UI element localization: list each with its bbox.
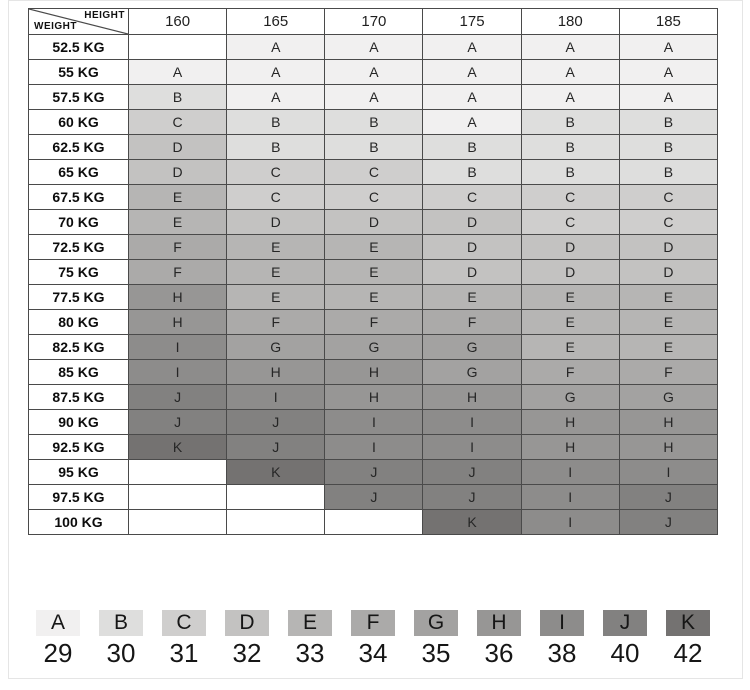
table-row — [29, 510, 718, 535]
size-cell: E — [129, 210, 227, 235]
table-row — [29, 435, 718, 460]
table-row — [29, 360, 718, 385]
size-cell: J — [325, 485, 423, 510]
weight-label: 97.5 KG — [29, 485, 129, 510]
weight-label: 52.5 KG — [29, 35, 129, 60]
size-cell: E — [227, 235, 325, 260]
size-cell: A — [521, 35, 619, 60]
size-cell: D — [423, 210, 521, 235]
legend-size-value: 34 — [358, 638, 388, 668]
size-cell: I — [423, 410, 521, 435]
legend-letter-swatch: I — [540, 610, 584, 636]
legend-size-value: 38 — [547, 638, 577, 668]
legend-item — [540, 610, 584, 667]
size-cell: J — [423, 460, 521, 485]
legend-letter-swatch: H — [477, 610, 521, 636]
table-row — [29, 135, 718, 160]
size-cell: F — [227, 310, 325, 335]
empty-cell — [227, 485, 325, 510]
size-cell: B — [521, 160, 619, 185]
table-row — [29, 85, 718, 110]
size-cell: B — [325, 135, 423, 160]
size-cell: B — [227, 135, 325, 160]
legend-size-value: 35 — [421, 638, 451, 668]
legend-letter-swatch: D — [225, 610, 269, 636]
size-cell: B — [521, 110, 619, 135]
table-body — [29, 35, 718, 535]
legend-size-value: 30 — [106, 638, 136, 668]
legend-item — [225, 610, 269, 667]
empty-cell — [325, 510, 423, 535]
table-row — [29, 385, 718, 410]
size-cell: C — [423, 185, 521, 210]
size-cell: E — [521, 285, 619, 310]
size-cell: A — [619, 35, 717, 60]
size-cell: A — [619, 60, 717, 85]
size-cell: A — [423, 110, 521, 135]
size-cell: A — [423, 85, 521, 110]
size-cell: G — [227, 335, 325, 360]
size-cell: H — [325, 360, 423, 385]
size-cell: B — [423, 160, 521, 185]
size-cell: E — [521, 310, 619, 335]
size-cell: J — [227, 410, 325, 435]
size-cell: I — [423, 435, 521, 460]
size-cell: D — [227, 210, 325, 235]
size-cell: B — [619, 110, 717, 135]
table-row — [29, 310, 718, 335]
size-cell: D — [619, 235, 717, 260]
legend-size-value: 36 — [484, 638, 514, 668]
size-cell: K — [423, 510, 521, 535]
table-row — [29, 210, 718, 235]
size-cell: J — [423, 485, 521, 510]
size-cell: G — [521, 385, 619, 410]
size-cell: F — [423, 310, 521, 335]
size-cell: D — [521, 235, 619, 260]
weight-label: 90 KG — [29, 410, 129, 435]
size-cell: B — [619, 135, 717, 160]
size-cell: F — [619, 360, 717, 385]
size-cell: C — [619, 185, 717, 210]
size-cell: E — [423, 285, 521, 310]
size-cell: K — [227, 460, 325, 485]
height-header: 185 — [619, 9, 717, 35]
legend-item — [603, 610, 647, 667]
weight-label: 70 KG — [29, 210, 129, 235]
weight-label: 65 KG — [29, 160, 129, 185]
weight-label: 82.5 KG — [29, 335, 129, 360]
size-cell: E — [619, 310, 717, 335]
size-cell: H — [129, 310, 227, 335]
size-cell: F — [521, 360, 619, 385]
legend-item — [666, 610, 710, 667]
weight-label: 72.5 KG — [29, 235, 129, 260]
size-cell: B — [129, 85, 227, 110]
legend-item — [477, 610, 521, 667]
size-cell: C — [227, 185, 325, 210]
size-cell: I — [325, 435, 423, 460]
weight-label: 57.5 KG — [29, 85, 129, 110]
legend-letter-swatch: B — [99, 610, 143, 636]
size-cell: E — [325, 285, 423, 310]
weight-label: 92.5 KG — [29, 435, 129, 460]
size-cell: A — [325, 35, 423, 60]
size-cell: J — [619, 510, 717, 535]
size-cell: A — [521, 85, 619, 110]
legend-letter-swatch: F — [351, 610, 395, 636]
size-cell: B — [423, 135, 521, 160]
size-cell: C — [129, 110, 227, 135]
height-axis-label: HEIGHT — [84, 10, 125, 21]
size-cell: H — [619, 410, 717, 435]
height-header: 180 — [521, 9, 619, 35]
legend-item — [99, 610, 143, 667]
size-chart-table — [28, 8, 718, 535]
legend-letter-swatch: A — [36, 610, 80, 636]
size-cell: A — [227, 35, 325, 60]
table-row — [29, 185, 718, 210]
size-cell: H — [423, 385, 521, 410]
size-cell: I — [129, 360, 227, 385]
table-row — [29, 110, 718, 135]
corner-header-cell — [29, 9, 129, 35]
weight-label: 85 KG — [29, 360, 129, 385]
size-cell: A — [423, 35, 521, 60]
legend-item — [36, 610, 80, 667]
size-cell: A — [619, 85, 717, 110]
legend-item — [288, 610, 332, 667]
table-row — [29, 160, 718, 185]
height-header: 165 — [227, 9, 325, 35]
legend-size-value: 31 — [169, 638, 199, 668]
weight-label: 77.5 KG — [29, 285, 129, 310]
weight-label: 80 KG — [29, 310, 129, 335]
size-cell: H — [129, 285, 227, 310]
size-cell: D — [423, 260, 521, 285]
size-cell: G — [423, 335, 521, 360]
size-cell: D — [423, 235, 521, 260]
size-cell: F — [129, 260, 227, 285]
empty-cell — [129, 485, 227, 510]
legend-letter-swatch: E — [288, 610, 332, 636]
size-cell: K — [129, 435, 227, 460]
size-cell: B — [619, 160, 717, 185]
legend-size-value: 32 — [232, 638, 262, 668]
size-cell: A — [129, 60, 227, 85]
size-cell: A — [423, 60, 521, 85]
empty-cell — [129, 35, 227, 60]
empty-cell — [129, 460, 227, 485]
size-cell: E — [227, 285, 325, 310]
weight-label: 100 KG — [29, 510, 129, 535]
legend-size-value: 29 — [43, 638, 73, 668]
size-cell: E — [619, 285, 717, 310]
size-cell: D — [619, 260, 717, 285]
legend-item — [351, 610, 395, 667]
weight-label: 67.5 KG — [29, 185, 129, 210]
table-row — [29, 335, 718, 360]
table-row — [29, 460, 718, 485]
legend-size-value: 33 — [295, 638, 325, 668]
size-cell: D — [325, 210, 423, 235]
size-cell: I — [521, 485, 619, 510]
size-cell: J — [325, 460, 423, 485]
weight-axis-label: WEIGHT — [34, 21, 77, 32]
weight-label: 95 KG — [29, 460, 129, 485]
legend-letter-swatch: J — [603, 610, 647, 636]
size-cell: A — [325, 85, 423, 110]
table-row — [29, 235, 718, 260]
height-header: 175 — [423, 9, 521, 35]
size-cell: A — [325, 60, 423, 85]
legend-item — [162, 610, 206, 667]
table-row — [29, 60, 718, 85]
size-cell: E — [325, 260, 423, 285]
table-row — [29, 260, 718, 285]
table-row — [29, 485, 718, 510]
size-cell: H — [325, 385, 423, 410]
size-cell: F — [325, 310, 423, 335]
size-cell: C — [521, 210, 619, 235]
size-cell: E — [619, 335, 717, 360]
size-cell: B — [325, 110, 423, 135]
size-cell: G — [325, 335, 423, 360]
size-cell: A — [227, 60, 325, 85]
size-cell: J — [129, 385, 227, 410]
size-cell: E — [521, 335, 619, 360]
size-cell: J — [227, 435, 325, 460]
size-cell: D — [129, 160, 227, 185]
size-cell: H — [619, 435, 717, 460]
size-legend — [36, 610, 710, 667]
size-cell: D — [521, 260, 619, 285]
size-cell: G — [423, 360, 521, 385]
height-header: 160 — [129, 9, 227, 35]
weight-label: 87.5 KG — [29, 385, 129, 410]
size-cell: F — [129, 235, 227, 260]
size-cell: I — [227, 385, 325, 410]
size-cell: H — [227, 360, 325, 385]
size-cell: I — [129, 335, 227, 360]
weight-label: 62.5 KG — [29, 135, 129, 160]
empty-cell — [227, 510, 325, 535]
size-cell: C — [619, 210, 717, 235]
size-cell: I — [521, 510, 619, 535]
size-cell: C — [521, 185, 619, 210]
size-cell: J — [129, 410, 227, 435]
empty-cell — [129, 510, 227, 535]
size-cell: E — [129, 185, 227, 210]
size-cell: C — [325, 160, 423, 185]
size-cell: I — [325, 410, 423, 435]
legend-letter-swatch: K — [666, 610, 710, 636]
legend-size-value: 42 — [673, 638, 703, 668]
size-cell: E — [227, 260, 325, 285]
size-cell: D — [129, 135, 227, 160]
legend-letter-swatch: C — [162, 610, 206, 636]
size-cell: C — [227, 160, 325, 185]
size-cell: A — [227, 85, 325, 110]
size-cell: H — [521, 435, 619, 460]
weight-label: 60 KG — [29, 110, 129, 135]
size-cell: G — [619, 385, 717, 410]
weight-label: 75 KG — [29, 260, 129, 285]
height-header: 170 — [325, 9, 423, 35]
legend-size-value: 40 — [610, 638, 640, 668]
size-cell: B — [227, 110, 325, 135]
size-cell: J — [619, 485, 717, 510]
size-cell: C — [325, 185, 423, 210]
legend-item — [414, 610, 458, 667]
size-cell: B — [521, 135, 619, 160]
size-cell: A — [521, 60, 619, 85]
size-cell: E — [325, 235, 423, 260]
header-row — [29, 9, 718, 35]
weight-label: 55 KG — [29, 60, 129, 85]
legend-letter-swatch: G — [414, 610, 458, 636]
table-row — [29, 285, 718, 310]
size-cell: H — [521, 410, 619, 435]
table-row — [29, 35, 718, 60]
size-cell: I — [521, 460, 619, 485]
table-row — [29, 410, 718, 435]
size-cell: I — [619, 460, 717, 485]
